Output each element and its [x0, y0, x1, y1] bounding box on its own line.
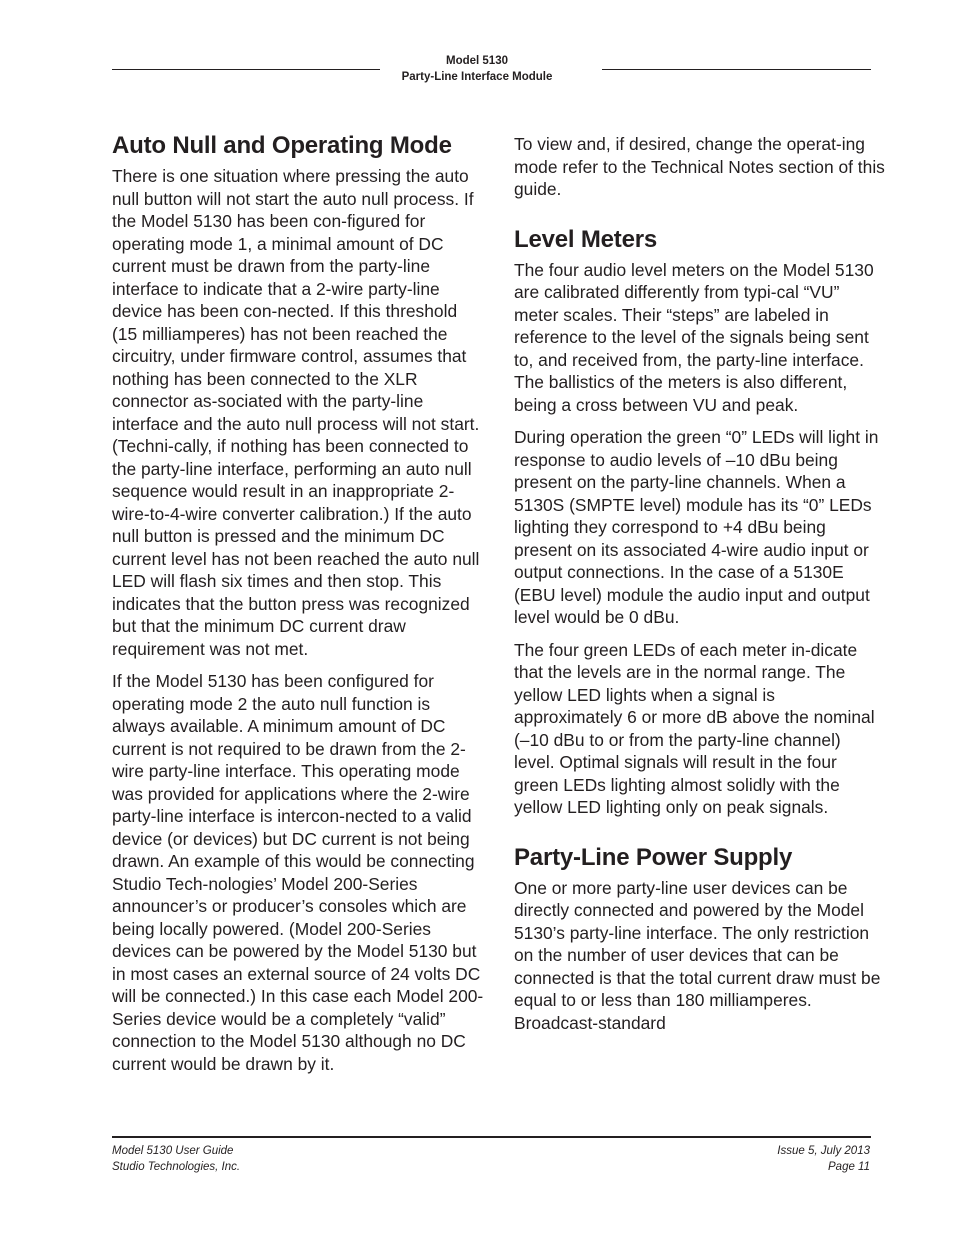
- right-column: [514, 133, 886, 1034]
- footer-company: Studio Technologies, Inc.: [112, 1160, 241, 1173]
- level-meters-paragraph-2: During operation the green “0” LEDs will light in response to audio levels of –10 dBu being present on the party-line channels. When a 5130S (SMPTE level) module has its “0” LEDs lighting they correspond to +4 dBu being present on its associated 4-wire audio input or output connections. In the case of a 5130E (EBU level) module the audio input and output level would be 0 dBu.: [514, 427, 879, 627]
- power-supply-paragraph: One or more party-line user devices can be directly connected and powered by the Model 5130’s party-line interface. The only restriction on the number of user devices that can be connected is that the total current draw must be equal to or less than 180 milliamperes. Broadcast-standard: [514, 877, 881, 1033]
- auto-null-paragraph-2: If the Model 5130 has been configured for operating mode 2 the auto null function is always available. A minimum amount of DC current is not required to be drawn from the 2-wire party-line interface. This operating mode was provided for applications where the 2-wire party-line interface is intercon-nected to a valid device (or devices) but DC current is not being drawn. An example of this would be connecting Studio Tech-nologies’ Model 200-Series announcer’s or producer’s consoles which are being locally powered. (Model 200-Series devices can be powered by the Model 5130 but in most cases an external source of 24 volts DC will be connected.) In this case each Model 200-Series device would be a completely “valid” connection to the Model 5130 although no DC current would be drawn by it.: [112, 671, 484, 1074]
- header-subtitle: Party-Line Interface Module: [401, 71, 553, 83]
- left-column: [112, 131, 484, 1075]
- footer-right: [777, 1144, 870, 1175]
- operating-mode-intro: To view and, if desired, change the operat-ing mode refer to the Technical Notes section of this guide.: [514, 134, 885, 199]
- footer-issue: Issue 5, July 2013: [777, 1145, 870, 1157]
- level-meters-paragraph-1: The four audio level meters on the Model 5130 are calibrated differently from typi-cal “VU” meter scales. Their “steps” are labeled in reference to the level of the signals being sent to, and received from, the party-line interface. The ballistics of the meters is also different, being a cross between VU and peak.: [514, 259, 874, 415]
- level-meters-paragraph-3: The four green LEDs of each meter in-dicate that the levels are in the normal range. The yellow LED lights when a signal is approximately 6 or more dB above the nominal (–10 dBu to or from the party-line channel) level. Optimal signals will result in the four green LEDs lighting almost solidly with the yellow LED lighting only on peak signals.: [514, 639, 875, 817]
- footer-left: [112, 1144, 240, 1175]
- auto-null-heading: Auto Null and Operating Mode: [112, 132, 452, 159]
- footer-page-number: Page 11: [828, 1160, 870, 1173]
- footer-rule: [112, 1136, 871, 1138]
- auto-null-paragraph-1: There is one situation where pressing the auto null button will not start the auto null process. If the Model 5130 has been con-figured for operating mode 1, a minimal amount of DC current must be drawn from the party-line interface to indicate that a 2-wire party-line device has been con-nected. If this threshold (15 milliamperes) has not been reached the circuitry, under firmware control, assumes that nothing has been connected to the XLR connector as-sociated with the party-line interface and the auto null process will not start. (Techni-cally, if nothing has been connected to the party-line interface, performing an auto null sequence would result in an inappropriate 2-wire-to-4-wire converter calibration.) If the auto null button is pressed and the minimum DC current level has not been reached the auto null LED will flash six times and then stop. This indicates that the button press was recognized but that the minimum DC current draw requirement was not met.: [112, 166, 480, 659]
- footer-guide-title: Model 5130 User Guide: [112, 1145, 234, 1157]
- power-supply-heading: Party-Line Power Supply: [514, 843, 793, 871]
- level-meters-heading: Level Meters: [514, 225, 658, 253]
- header-model: Model 5130: [446, 55, 508, 67]
